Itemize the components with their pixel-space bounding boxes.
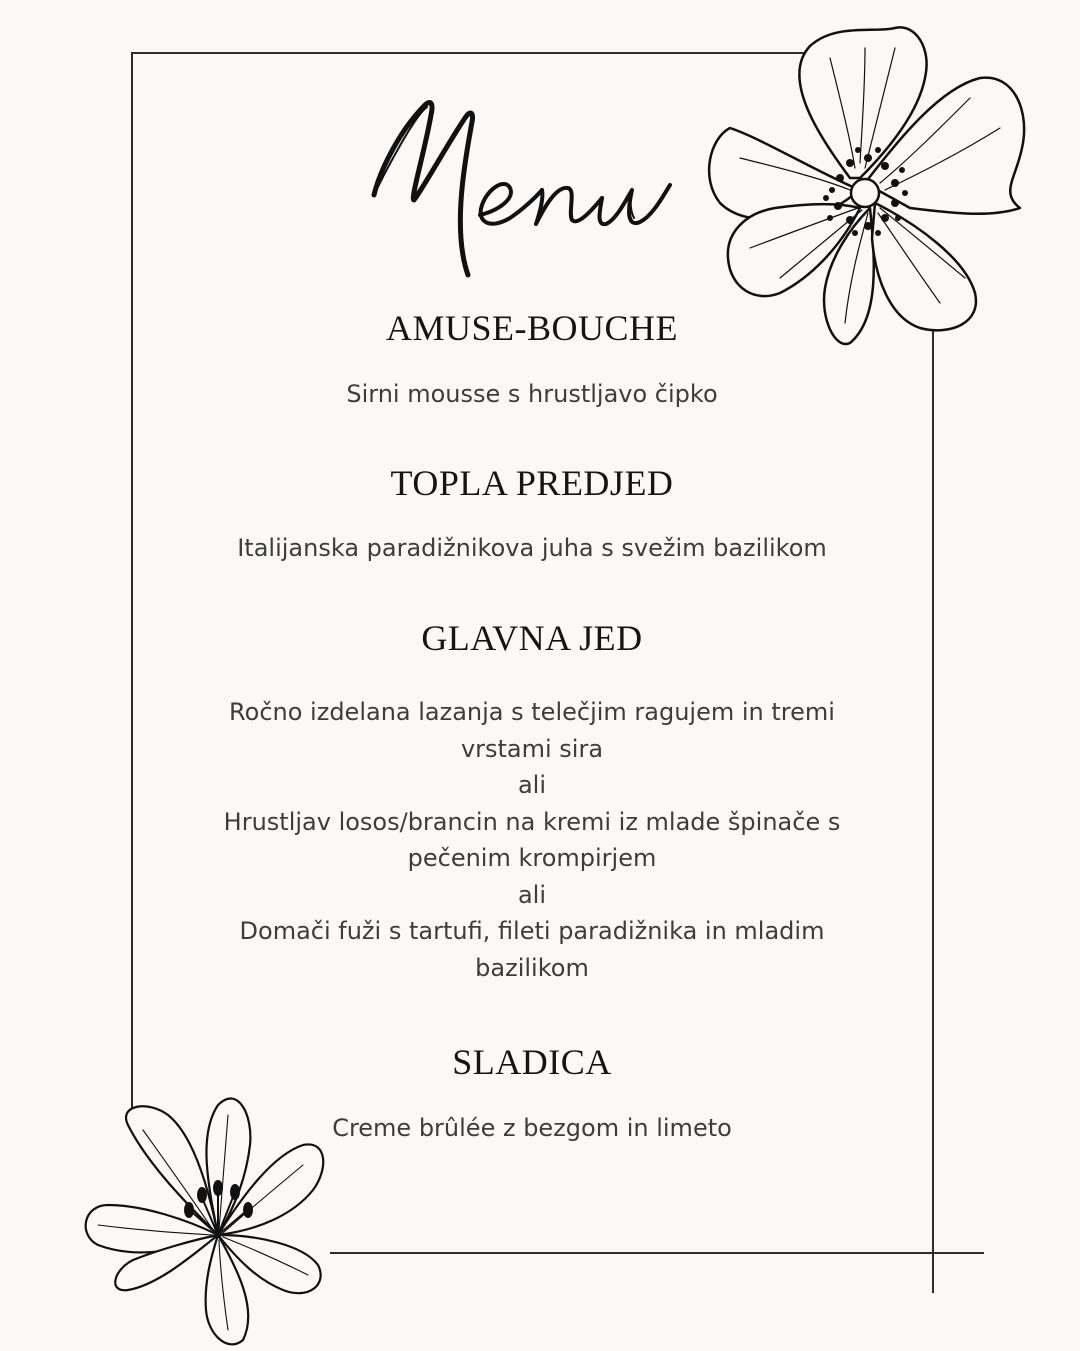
- frame-bottom-line: [330, 1252, 984, 1254]
- dish-line: Hrustljav losos/brancin na kremi iz mlade špinače s: [223, 807, 841, 836]
- frame-left-line: [131, 52, 133, 1112]
- dish-line: bazilikom: [475, 953, 589, 982]
- dish-line: Sirni mousse s hrustljavo čipko: [346, 380, 718, 408]
- dish-amuse-bouche: [182, 376, 882, 413]
- section-heading-amuse-bouche: AMUSE-BOUCHE: [385, 308, 678, 348]
- section-heading-topla-predjed: TOPLA PREDJED: [390, 463, 674, 503]
- dish-line: Domači fuži s tartufi, fileti paradižnika in mladim: [239, 917, 825, 945]
- dish-line: Italijanska paradižnikova juha s svežim bazilikom: [237, 534, 827, 562]
- menu-title-script: [330, 60, 730, 290]
- anemone-flower-illustration: [700, 18, 1030, 350]
- dish-line: Ročno izdelana lazanja s telečjim ragujem in tremi: [229, 698, 835, 726]
- dish-line: vrstami sira: [460, 734, 604, 763]
- lily-flower-illustration: [78, 1085, 328, 1347]
- menu-title: [330, 60, 730, 290]
- section-heading-sladica: SLADICA: [452, 1042, 612, 1082]
- anemone-flower-icon: [700, 18, 1030, 350]
- lily-flower-icon: [78, 1085, 328, 1347]
- frame-right-line: [932, 300, 934, 1293]
- dish-separator: ali: [517, 880, 547, 909]
- dish-line: pečenim krompirjem: [407, 844, 657, 872]
- section-heading-glavna-jed: GLAVNA JED: [421, 618, 643, 658]
- dish-line: Creme brûlée z bezgom in limeto: [332, 1114, 732, 1142]
- dish-glavna-jed: [182, 694, 882, 986]
- dish-separator: ali: [517, 771, 547, 799]
- dish-topla-predjed: [182, 530, 882, 567]
